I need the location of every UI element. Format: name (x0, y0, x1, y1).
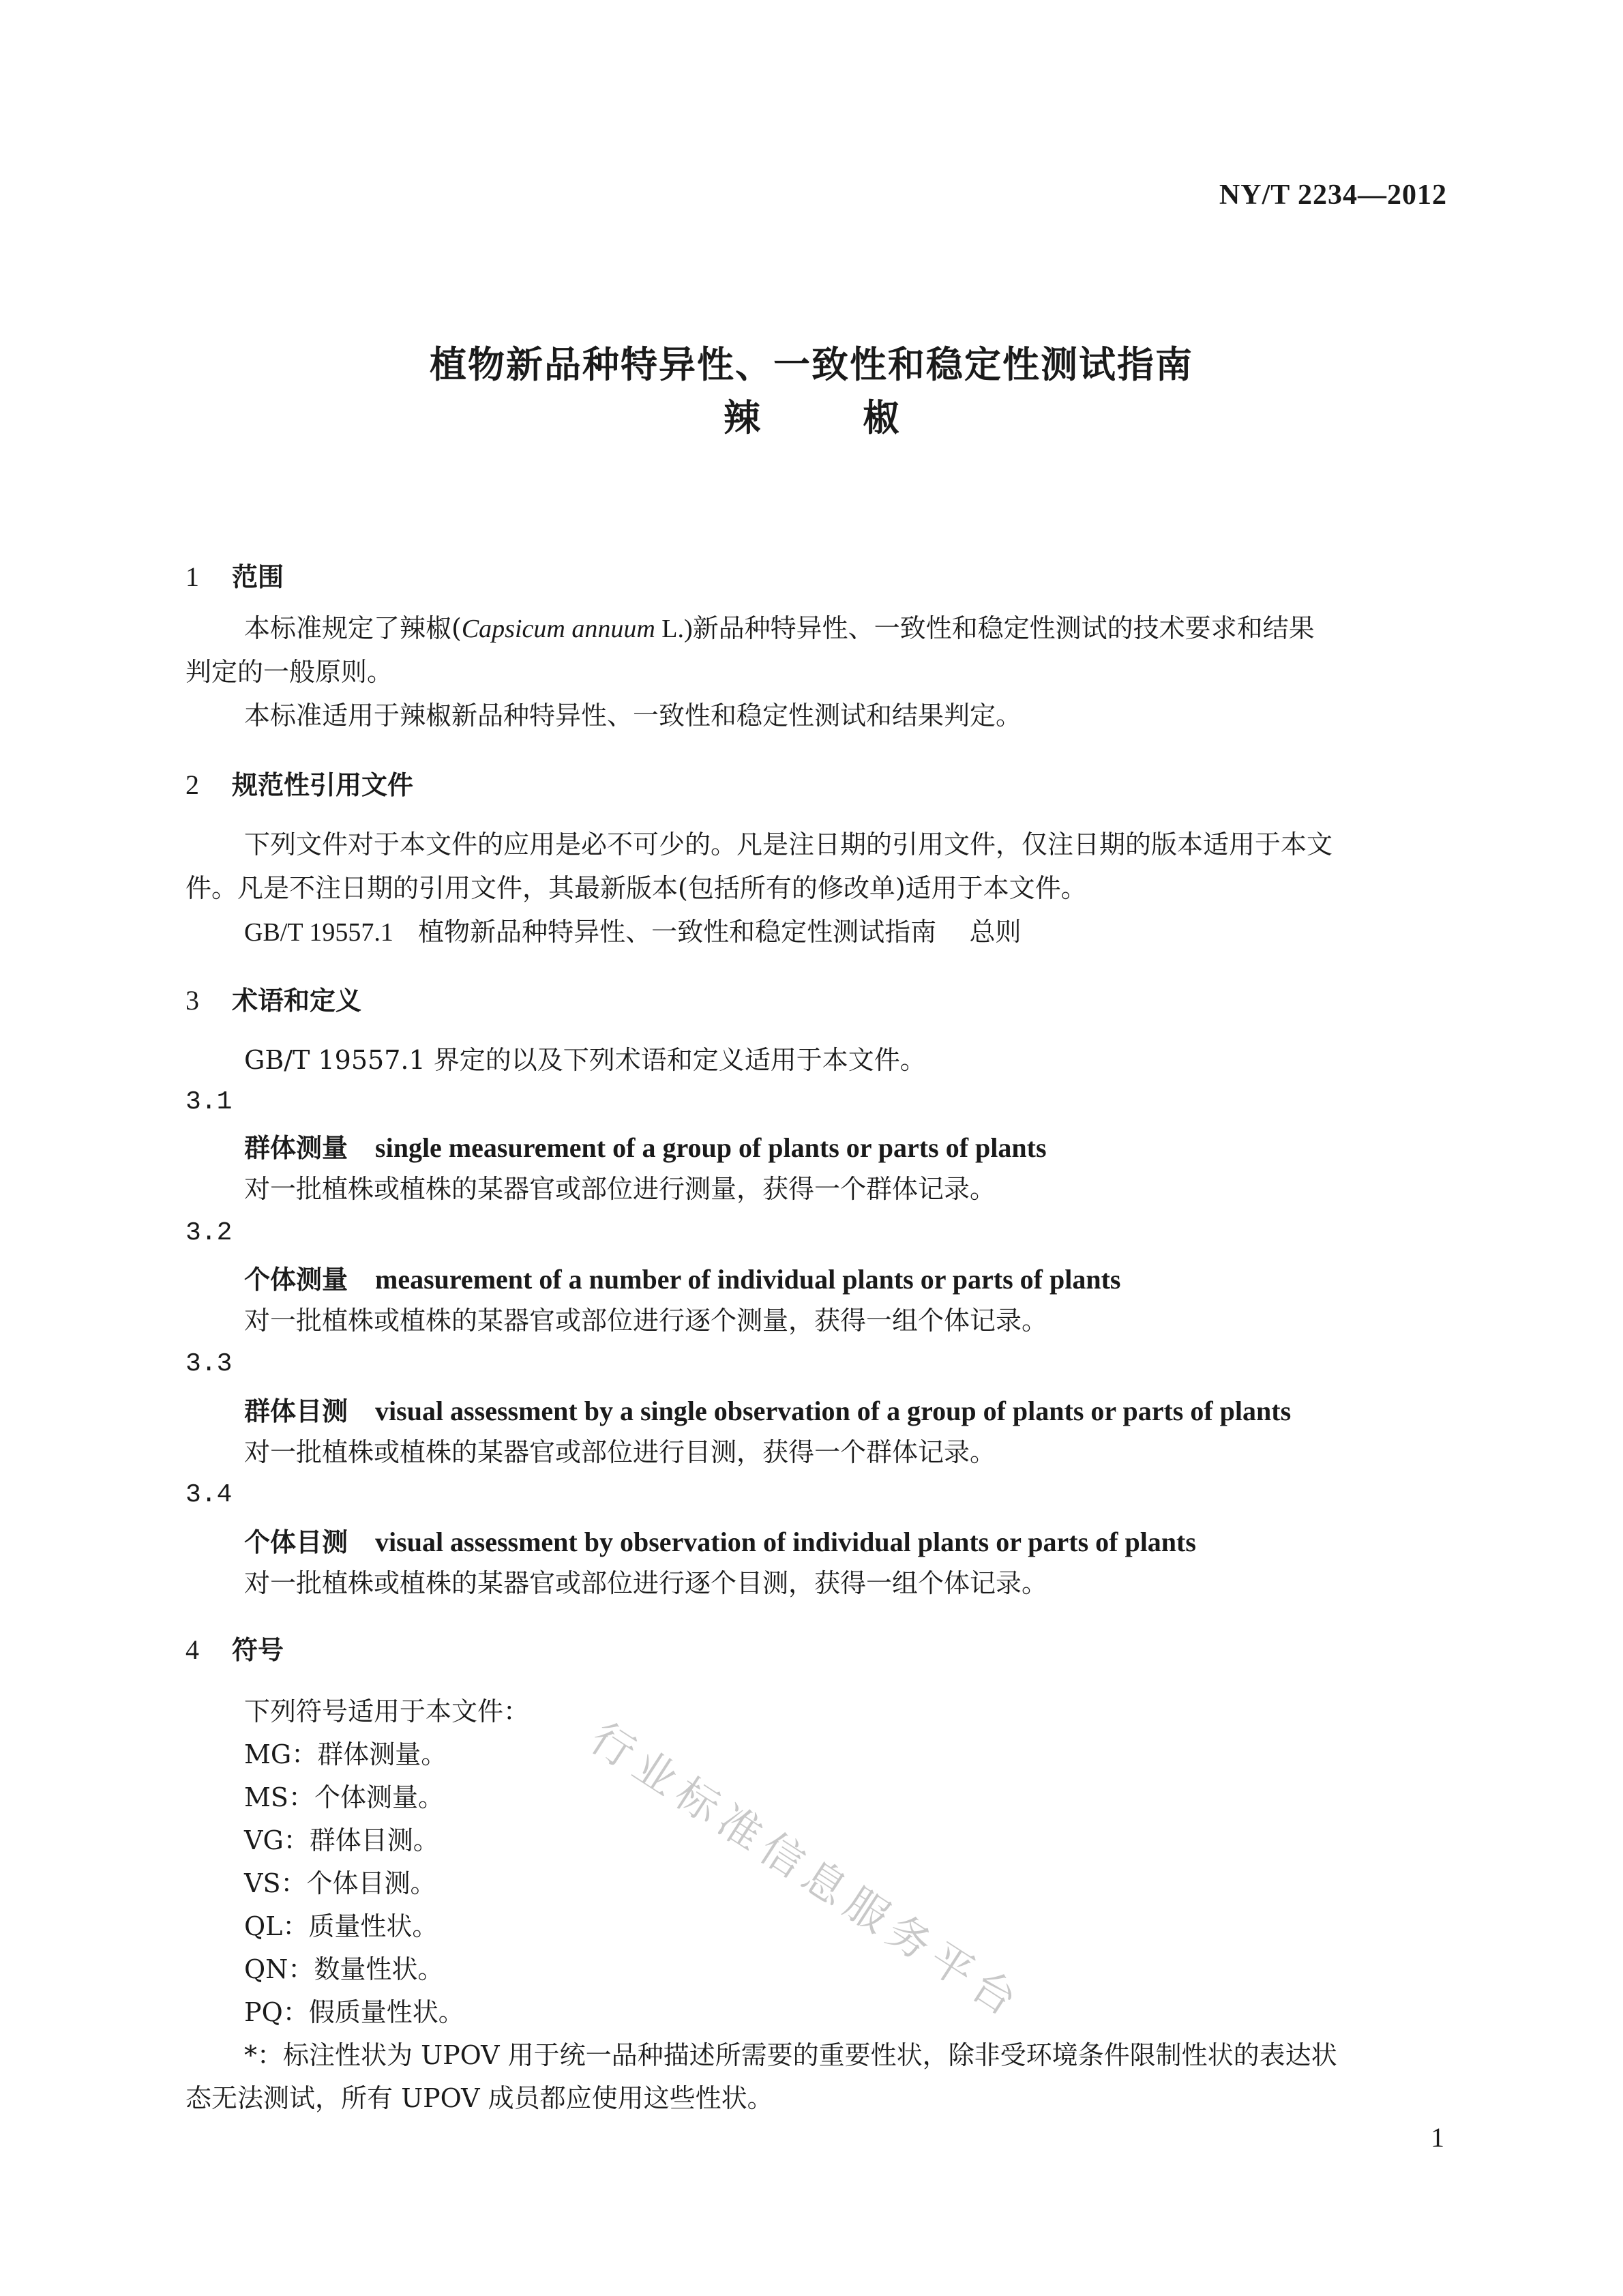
symbol-item: VG：群体目测。 (244, 1825, 439, 1855)
subtitle-char-2: 椒 (863, 396, 899, 439)
section-4-intro: 下列符号适用于本文件： (244, 1696, 530, 1726)
symbol-item: MS：个体测量。 (244, 1782, 444, 1812)
section-1-heading: 1 范围 (185, 561, 284, 592)
term-definition: 对一批植株或植株的某器官或部位进行测量，获得一个群体记录。 (244, 1174, 996, 1204)
document-subtitle (0, 389, 1623, 441)
symbol-item: PQ：假质量性状。 (244, 1997, 464, 2027)
term-number: 3.4 (185, 1480, 233, 1510)
standard-code: NY/T 2234—2012 (1219, 179, 1447, 211)
term-definition: 对一批植株或植株的某器官或部位进行逐个测量，获得一组个体记录。 (244, 1306, 1048, 1336)
symbol-item: QL：质量性状。 (244, 1911, 438, 1941)
term-entry: 个体测量 measurement of a number of individual plants or parts of plants (244, 1264, 1121, 1295)
section-1-para-2: 本标准适用于辣椒新品种特异性、一致性和稳定性测试和结果判定。 (244, 701, 1022, 731)
section-2-heading: 2 规范性引用文件 (185, 769, 414, 800)
term-number: 3.1 (185, 1087, 233, 1117)
section-2-para-1-cont: 件。凡是不注日期的引用文件，其最新版本(包括所有的修改单)适用于本文件。 (185, 873, 1087, 903)
section-3-intro: GB/T 19557.1 界定的以及下列术语和定义适用于本文件。 (244, 1045, 926, 1075)
term-definition: 对一批植株或植株的某器官或部位进行目测，获得一个群体记录。 (244, 1437, 996, 1467)
term-entry: 群体测量 single measurement of a group of plants or parts of plants (244, 1132, 1047, 1163)
watermark: 行业标准信息服务平台 (582, 1712, 1032, 2030)
section-1-para-1-cont: 判定的一般原则。 (185, 657, 393, 687)
term-number: 3.2 (185, 1218, 233, 1248)
latin-name: Capsicum annuum (461, 615, 655, 643)
asterisk-note-cont: 态无法测试，所有 UPOV 成员都应使用这些性状。 (185, 2083, 773, 2113)
section-4-heading: 4 符号 (185, 1634, 284, 1665)
symbol-item: QN：数量性状。 (244, 1954, 444, 1984)
normative-reference: GB/T 19557.1 植物新品种特异性、一致性和稳定性测试指南 总则 (244, 917, 1022, 947)
asterisk-note: *：标注性状为 UPOV 用于统一品种描述所需要的重要性状，除非受环境条件限制性状的表达状 (244, 2040, 1337, 2070)
term-definition: 对一批植株或植株的某器官或部位进行逐个目测，获得一组个体记录。 (244, 1568, 1048, 1598)
symbol-item: MG：群体测量。 (244, 1739, 447, 1769)
document-title: 植物新品种特异性、一致性和稳定性测试指南 (430, 343, 1193, 386)
section-2-para-1: 下列文件对于本文件的应用是必不可少的。凡是注日期的引用文件，仅注日期的版本适用于本文 (244, 829, 1333, 859)
subtitle-char-1: 辣 (724, 396, 760, 439)
section-1-para-1: 本标准规定了辣椒(Capsicum annuum L.)新品种特异性、一致性和稳定性测试的技术要求和结果 (244, 613, 1315, 643)
section-3-heading: 3 术语和定义 (185, 985, 362, 1016)
term-number: 3.3 (185, 1349, 233, 1379)
symbol-item: VS：个体目测。 (244, 1868, 436, 1898)
term-entry: 个体目测 visual assessment by observation of individual plants or parts of plants (244, 1527, 1196, 1557)
term-entry: 群体目测 visual assessment by a single observation of a group of plants or parts of plants (244, 1396, 1292, 1426)
page-number: 1 (1431, 2122, 1444, 2153)
